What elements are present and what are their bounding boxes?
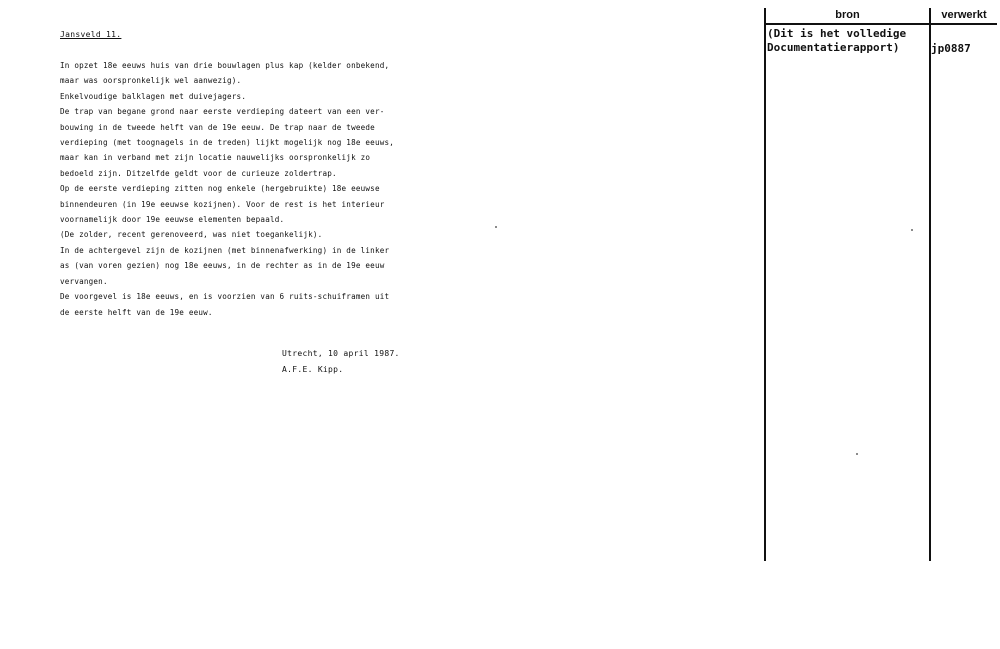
body-line: In opzet 18e eeuws huis van drie bouwlagen plus kap (kelder onbekend, <box>60 61 390 70</box>
body-line: binnendeuren (in 19e eeuwse kozijnen). Voor de rest is het interieur <box>60 199 385 209</box>
document-body <box>60 58 440 320</box>
scan-speck <box>856 453 858 455</box>
form-divider-middle <box>929 8 931 561</box>
body-line: bouwing in de tweede helft van de 19e eeuw. De trap naar de tweede <box>60 122 375 132</box>
document-heading: Jansveld 11. <box>60 30 122 39</box>
body-line: bedoeld zijn. Ditzelfde geldt voor de curieuze zoldertrap. <box>60 168 337 178</box>
form-header-rule <box>764 23 997 25</box>
signature-block <box>282 346 400 378</box>
body-line: maar kan in verband met zijn locatie nauwelijks oorspronkelijk zo <box>60 153 371 163</box>
body-line: de eerste helft van de 19e eeuw. <box>60 307 213 317</box>
body-line: Enkelvoudige balklagen met duivejagers. <box>60 91 247 101</box>
bron-line: Documentatierapport) <box>767 41 900 54</box>
author-name: A.F.E. Kipp. <box>282 365 344 374</box>
body-line: voornamelijk door 19e eeuwse elementen bepaald. <box>60 215 285 225</box>
body-line: (De zolder, recent gerenoveerd, was niet toegankelijk). <box>60 230 323 240</box>
body-line: In de achtergevel zijn de kozijnen (met binnenafwerking) in de linker <box>60 245 390 255</box>
body-line: as (van voren gezien) nog 18e eeuws, in de rechter as in de 19e eeuw <box>60 261 385 271</box>
body-line: verdieping (met toognagels in de treden) lijkt mogelijk nog 18e eeuws, <box>60 138 395 148</box>
form-divider-left <box>764 8 766 561</box>
body-line: De trap van begane grond naar eerste verdieping dateert van een ver- <box>60 107 385 117</box>
body-line: De voorgevel is 18e eeuws, en is voorzien van 6 ruits-schuiframen uit <box>60 292 390 302</box>
verwerkt-cell: jp0887 <box>931 42 971 55</box>
scan-speck <box>911 229 913 231</box>
bron-cell <box>767 27 927 55</box>
scan-speck <box>495 226 497 228</box>
body-line: vervangen. <box>60 276 108 286</box>
body-line: maar was oorspronkelijk wel aanwezig). <box>60 76 242 86</box>
verwerkt-column-header: verwerkt <box>941 9 987 21</box>
bron-column-header: bron <box>835 9 860 21</box>
body-line: Op de eerste verdieping zitten nog enkele (hergebruikte) 18e eeuwse <box>60 184 380 194</box>
place-date: Utrecht, 10 april 1987. <box>282 349 400 358</box>
bron-line: (Dit is het volledige <box>767 27 907 40</box>
